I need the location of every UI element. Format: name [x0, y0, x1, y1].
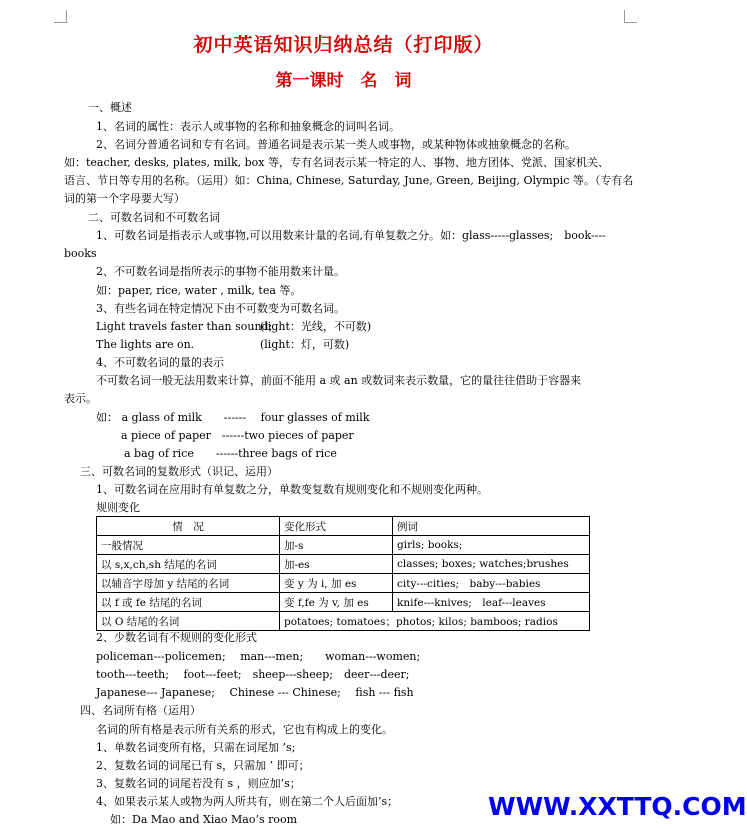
- table-header-cell: 情 况: [97, 517, 280, 536]
- table-row: [97, 612, 590, 631]
- lesson-subtitle: 第一课时 名 词: [275, 71, 412, 91]
- section2-p3: 3、有些名词在特定情况下由不可数变为可数名词。: [96, 302, 345, 315]
- section2-p4-line1: 不可数名词一般无法用数来计算，前面不能用 a 或 an 或数词来表示数量，它的量往往借助于容器来: [96, 374, 582, 387]
- section3-p2: 2、少数名词有不规则的变化形式: [96, 631, 257, 644]
- example1-sentence: Light travels faster than sound;: [96, 320, 273, 333]
- section1-heading: 一、概述: [88, 101, 132, 114]
- irregular-examples-line2: tooth---teeth; foot---feet; sheep---sheep; deer---deer;: [96, 668, 410, 681]
- example2-sentence: The lights are on.: [96, 338, 195, 351]
- section4-p4: 4、如果表示某人或物为两人所共有，则在第二个人后面加’s；: [96, 795, 399, 808]
- irregular-examples-line1: policeman---policemen; man---men; woman---women;: [96, 650, 421, 663]
- table-row: [97, 574, 590, 593]
- section1-p2-line3: 语言、节日等专用的名称。（运用）如：China, Chinese, Saturday, June, Green, Beijing, Olympic 等。（专有名: [64, 174, 634, 187]
- section2-p1-line2: books: [64, 247, 97, 260]
- table-cell: potatoes; tomatoes；photos; kilos; bamboos; radios: [280, 612, 590, 631]
- section2-heading: 二、可数名词和不可数名词: [88, 211, 220, 224]
- document-title: 初中英语知识归纳总结（打印版）: [193, 34, 494, 56]
- table-header-row: [97, 517, 590, 536]
- table-cell: 变 f,fe 为 v, 加 es: [280, 593, 393, 612]
- section4-p4-example: 如：Da Mao and Xiao Mao’s room: [110, 813, 298, 826]
- irregular-examples-line3: Japanese--- Japanese; Chinese --- Chinese; fish --- fish: [96, 686, 414, 699]
- page-corner-mark-right: [624, 10, 637, 23]
- section1-p1: 1、名词的属性：表示人或事物的名称和抽象概念的词叫名词。: [96, 120, 400, 133]
- site-watermark: WWW.XXTTQ.COM: [488, 792, 747, 821]
- table-cell: 加-es: [280, 555, 393, 574]
- example2-note: (light：灯，可数): [260, 338, 350, 351]
- table-header-cell: 例词: [393, 517, 590, 536]
- table-cell: 以 f 或 fe 结尾的名词: [97, 593, 280, 612]
- table-row: [97, 593, 590, 612]
- section2-p3-example1: [96, 320, 372, 334]
- section4-p2: 2、复数名词的词尾已有 s，只需加 ’ 即可；: [96, 759, 310, 772]
- section4-intro: 名词的所有格是表示所有关系的形式，它也有构成上的变化。: [96, 723, 393, 736]
- section3-heading: 三、可数名词的复数形式（识记、运用）: [80, 465, 278, 478]
- table-row: [97, 536, 590, 555]
- section4-heading: 四、名词所有格（运用）: [80, 704, 201, 717]
- table-row: [97, 555, 590, 574]
- section2-p4-line2: 表示。: [64, 392, 97, 405]
- table-cell: 以 s,x,ch,sh 结尾的名词: [97, 555, 280, 574]
- table-header-cell: 变化形式: [280, 517, 393, 536]
- quantity-example3: a bag of rice ------three bags of rice: [124, 447, 337, 460]
- section3-p1: 1、可数名词在应用时有单复数之分，单数变复数有规则变化和不规则变化两种。: [96, 483, 488, 496]
- table-cell: 加-s: [280, 536, 393, 555]
- section2-p2: 2、不可数名词是指所表示的事物不能用数来计量。: [96, 265, 345, 278]
- section4-p3: 3、复数名词的词尾若没有 s ，则应加’s；: [96, 777, 301, 790]
- section4-p1: 1、单数名词变所有格，只需在词尾加 ’s;: [96, 741, 296, 754]
- page-corner-mark-left: [54, 10, 67, 23]
- table-cell: girls; books;: [393, 536, 590, 555]
- quantity-example1: 如： a glass of milk ------ four glasses of milk: [96, 411, 370, 424]
- table-cell: 以辅音字母加 y 结尾的名词: [97, 574, 280, 593]
- example1-note: (light：光线，不可数): [260, 320, 372, 333]
- section2-p1-line1: 1、可数名词是指表示人或事物,可以用数来计量的名词,有单复数之分。如：glass-----glasses; book----: [96, 229, 606, 242]
- section2-p3-example2: [96, 338, 350, 352]
- section1-p2-line2: 如：teacher, desks, plates, milk, box 等，专有名词表示某一特定的人、事物、地方团体、党派、国家机关、: [64, 156, 609, 169]
- table-cell: classes; boxes; watches;brushes: [393, 555, 590, 574]
- plural-rules-table: [96, 516, 590, 631]
- quantity-example2: a piece of paper ------two pieces of paper: [121, 429, 354, 442]
- table-cell: city---cities; baby---babies: [393, 574, 590, 593]
- section2-p2-example: 如：paper, rice, water , milk, tea 等。: [96, 284, 302, 297]
- section2-p4: 4、不可数名词的量的表示: [96, 356, 224, 369]
- table-cell: 一般情况: [97, 536, 280, 555]
- table-caption: 规则变化: [96, 501, 140, 514]
- section1-p2-line4: 词的第一个字母要大写）: [64, 192, 185, 205]
- table-cell: 变 y 为 i, 加 es: [280, 574, 393, 593]
- table-cell: 以 O 结尾的名词: [97, 612, 280, 631]
- table-cell: knife---knives; leaf---leaves: [393, 593, 590, 612]
- section1-p2-line1: 2、名词分普通名词和专有名词。普通名词是表示某一类人或事物，或某种物体或抽象概念的名称。: [96, 138, 576, 151]
